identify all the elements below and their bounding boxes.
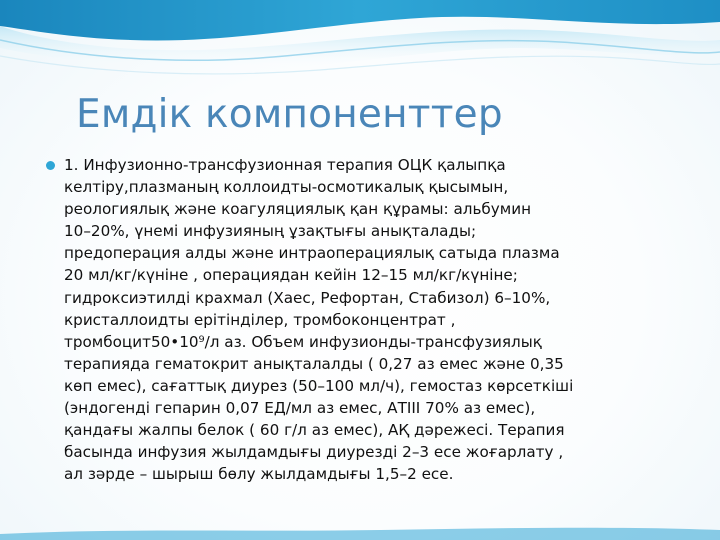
bullet-paragraph — [64, 154, 702, 485]
text-line: кристаллоидты ерітінділер, тромбоконцентрат , — [64, 310, 456, 329]
bullet-item — [42, 154, 702, 485]
text-line: 20 мл/кг/күніне , операциядан кейін 12–15 мл/кг/күніне; — [64, 266, 518, 285]
text-line: 10–20%, үнемі инфузияның ұзақтығы анықталады; — [64, 222, 477, 241]
text-line: реологиялық және коагуляциялық қан құрамы: альбумин — [64, 200, 532, 219]
text-line: тромбоцит50•10⁹/л аз. Объем инфузионды-трансфузиялық — [64, 332, 542, 351]
text-line: қандағы жалпы белок ( 60 г/л аз емес), АҚ дәрежесі. Терапия — [64, 421, 565, 440]
text-line: басында инфузия жылдамдығы диурезді 2–3 есе жоғарлату , — [64, 443, 564, 462]
text-line: (эндогенді гепарин 0,07 ЕД/мл аз емес, АТIII 70% аз емес), — [64, 399, 536, 418]
slide-body — [42, 154, 702, 485]
text-line: гидроксиэтилді крахмал (Хаес, Рефортан, Стабизол) 6–10%, — [64, 288, 551, 307]
text-line: 1. Инфузионно-трансфузионная терапия ОЦК қалыпқа — [64, 156, 506, 174]
bottom-wave-decoration — [0, 520, 720, 540]
text-line: көп емес), сағаттық диурез (50–100 мл/ч), гемостаз көрсеткіші — [64, 376, 574, 395]
text-line: предоперация алды және интраоперациялық сатыда плазма — [64, 244, 560, 263]
text-line: келтіру,плазманың коллоидты-осмотикалық қысымын, — [64, 178, 509, 197]
top-wave-decoration — [0, 0, 720, 90]
bullet-dot-icon — [46, 161, 55, 170]
text-line: ал зәрде – шырыш бөлу жылдамдығы 1,5–2 есе. — [64, 465, 454, 484]
slide-title: Емдік компоненттер — [76, 92, 503, 137]
text-line: терапияда гематокрит анықталалды ( 0,27 аз емес және 0,35 — [64, 354, 564, 373]
